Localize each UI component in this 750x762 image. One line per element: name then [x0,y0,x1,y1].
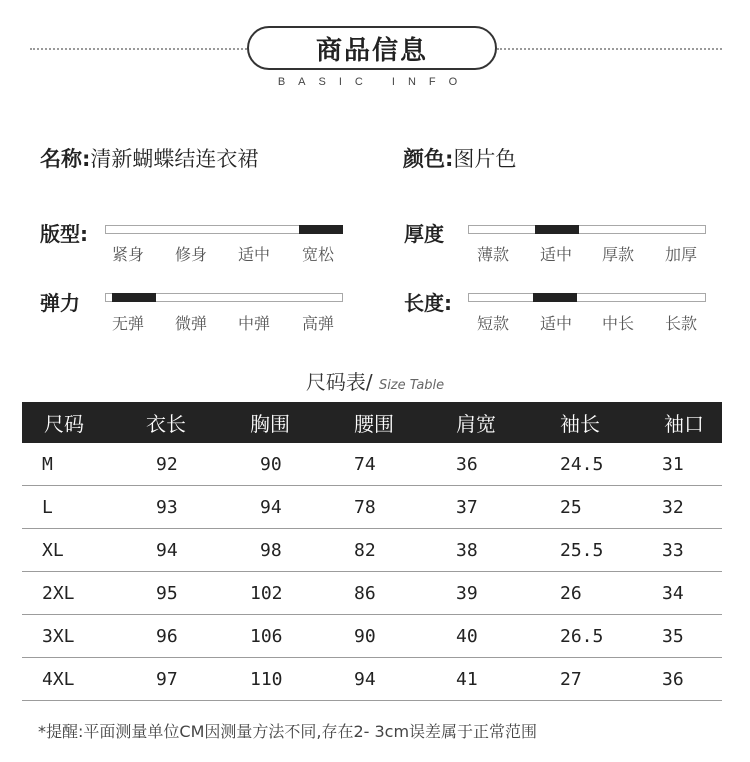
column-header: 胸围 [226,402,330,443]
thickness-scale-bar [468,225,706,234]
table-cell: 96 [122,615,226,658]
table-cell: 94 [122,529,226,572]
table-cell: M [22,443,122,486]
table-cell: 98 [226,529,330,572]
thickness-scale-selected [535,225,579,234]
table-cell: 25.5 [536,529,640,572]
product-color [403,143,516,173]
elasticity-scale-selected [112,293,156,302]
thickness-option: 厚款 [602,245,635,264]
elasticity-label: 弹力 [40,291,80,315]
table-cell: 90 [330,615,432,658]
table-cell: 31 [640,443,722,486]
table-cell: 94 [226,486,330,529]
fit-option: 紧身 [112,245,145,264]
column-header: 尺码 [22,402,122,443]
table-cell: 33 [640,529,722,572]
length-option: 长款 [665,314,698,333]
table-cell: 106 [226,615,330,658]
fit-label: 版型: [40,222,88,246]
table-cell: 40 [432,615,536,658]
table-cell: 26.5 [536,615,640,658]
product-name-label: 名称: [40,147,91,171]
elasticity-option: 高弹 [302,314,335,333]
fit-scale-bar [105,225,343,234]
table-cell: 90 [226,443,330,486]
size-table-title-en: Size Table [378,378,445,393]
table-cell: 27 [536,658,640,701]
length-option: 短款 [477,314,510,333]
column-header: 袖长 [536,402,640,443]
size-table [22,402,722,701]
header-divider-left [30,48,247,50]
table-cell: 97 [122,658,226,701]
fit-option: 宽松 [302,245,335,264]
length-scale-bar [468,293,706,302]
table-cell: 37 [432,486,536,529]
product-name [40,143,258,173]
size-table-title-zh: 尺码表/ [305,370,373,394]
table-row [22,443,722,486]
table-row [22,658,722,701]
table-cell: 74 [330,443,432,486]
fit-option: 适中 [238,245,271,264]
table-row [22,572,722,615]
product-name-value: 清新蝴蝶结连衣裙 [90,147,259,171]
table-cell: 34 [640,572,722,615]
column-header: 衣长 [122,402,226,443]
table-cell: 94 [330,658,432,701]
table-cell: 24.5 [536,443,640,486]
table-cell: 110 [226,658,330,701]
elasticity-option: 中弹 [238,314,271,333]
elasticity-scale-bar [105,293,343,302]
size-table-title [0,366,750,395]
table-cell: 102 [226,572,330,615]
table-cell: XL [22,529,122,572]
product-color-label: 颜色: [403,147,454,171]
table-cell: 4XL [22,658,122,701]
table-cell: 38 [432,529,536,572]
section-title: 商品信息 [247,26,497,70]
length-option: 中长 [602,314,635,333]
table-row [22,529,722,572]
thickness-option: 薄款 [477,245,510,264]
thickness-option: 加厚 [665,245,698,264]
table-cell: 92 [122,443,226,486]
table-cell: 32 [640,486,722,529]
column-header: 袖口 [640,402,722,443]
length-label: 长度: [404,291,452,315]
thickness-label: 厚度 [404,222,444,246]
length-scale-selected [533,293,577,302]
table-cell: 78 [330,486,432,529]
table-cell: 93 [122,486,226,529]
table-cell: 82 [330,529,432,572]
size-table-header-row [22,402,722,443]
table-cell: L [22,486,122,529]
table-cell: 35 [640,615,722,658]
table-cell: 25 [536,486,640,529]
table-cell: 26 [536,572,640,615]
elasticity-option: 无弹 [112,314,145,333]
header-divider-right [497,48,722,50]
table-cell: 95 [122,572,226,615]
column-header: 肩宽 [432,402,536,443]
length-option: 适中 [540,314,573,333]
section-subtitle: BASIC INFO [277,76,471,88]
table-row [22,486,722,529]
column-header: 腰围 [330,402,432,443]
measurement-note: *提醒:平面测量单位CM因测量方法不同,存在2- 3cm误差属于正常范围 [38,722,538,741]
fit-option: 修身 [175,245,208,264]
table-cell: 39 [432,572,536,615]
table-row [22,615,722,658]
thickness-option: 适中 [540,245,573,264]
table-cell: 41 [432,658,536,701]
fit-scale-selected [299,225,343,234]
table-cell: 36 [640,658,722,701]
table-cell: 36 [432,443,536,486]
product-color-value: 图片色 [453,147,517,171]
table-cell: 86 [330,572,432,615]
elasticity-option: 微弹 [175,314,208,333]
table-cell: 3XL [22,615,122,658]
table-cell: 2XL [22,572,122,615]
